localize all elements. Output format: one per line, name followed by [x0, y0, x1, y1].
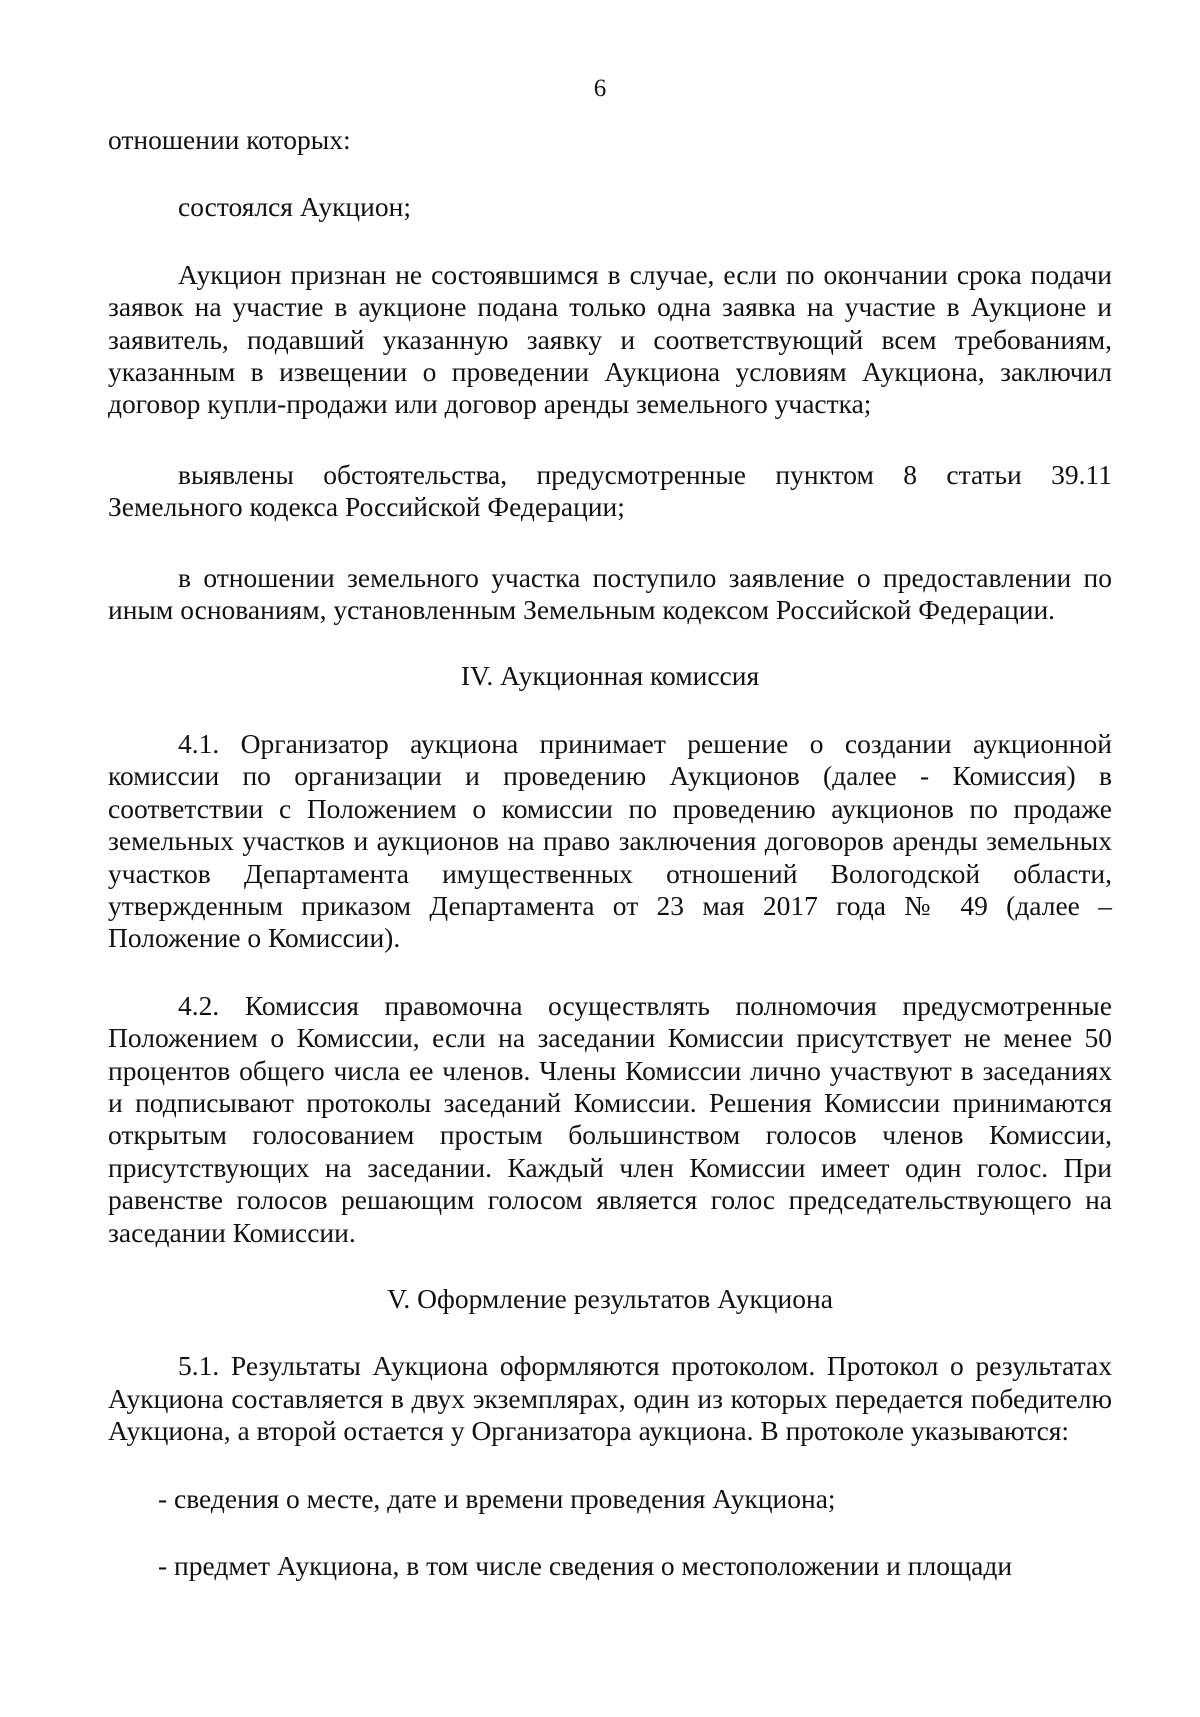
paragraph-auction-held: состоялся Аукцион;	[178, 191, 411, 223]
list-item-subject: - предмет Аукциона, в том числе сведения о местоположении и площади	[158, 1550, 1013, 1581]
list-item-place-date: - сведения о месте, дате и времени проведения Аукциона;	[158, 1482, 836, 1514]
paragraph-continuation: отношении которых:	[108, 124, 351, 155]
paragraph-application-received: в отношении земельного участка поступило заявление о предоставлении по иным основаниям, установленным Земельным кодексом Российской Федерации.	[108, 561, 1112, 626]
paragraph-4-1: 4.1. Организатор аукциона принимает решение о создании аукционной комиссии по организации и проведению Аукционов (далее - Комиссия) в соответствии с Положением о комиссии по проведению аукционов по продаже земельных участков и аукционов на право заключения договоров аренды земельных участков Департамента имущественных отношений Вологодской области, утвержденным приказом Департамента от 23 мая 2017 года № 49 (далее – Положение о Комиссии).	[108, 727, 1112, 954]
section-heading-iv: IV. Аукционная комиссия	[460, 660, 760, 692]
page-number: 6	[593, 75, 607, 102]
paragraph-5-1: 5.1. Результаты Аукциона оформляются протоколом. Протокол о результатах Аукциона составляется в двух экземплярах, один из которых передается победителю Аукциона, а второй остается у Организатора аукциона. В протоколе указываются:	[108, 1350, 1112, 1447]
document-body	[108, 124, 1112, 1582]
paragraph-circumstances: выявлены обстоятельства, предусмотренные пунктом 8 статьи 39.11 Земельного кодекса Российской Федерации;	[108, 458, 1112, 523]
paragraph-auction-failed: Аукцион признан не состоявшимся в случае, если по окончании срока подачи заявок на участие в аукционе подана только одна заявка на участие в Аукционе и заявитель, подавший указанную заявку и соответствующий всем требованиям, указанным в извещении о проведении Аукциона условиям Аукциона, заключил договор купли-продажи или договор аренды земельного участка;	[108, 258, 1112, 420]
paragraph-4-2: 4.2. Комиссия правомочна осуществлять полномочия предусмотренные Положением о Комиссии, если на заседании Комиссии присутствует не менее 50 процентов общего числа ее членов. Члены Комиссии лично участвуют в заседаниях и подписывают протоколы заседаний Комиссии. Решения Комиссии принимаются открытым голосованием простым большинством голосов членов Комиссии, присутствующих на заседании. Каждый член Комиссии имеет один голос. При равенстве голосов решающим голосом является голос председательствующего на заседании Комиссии.	[108, 989, 1112, 1248]
section-heading-v: V. Оформление результатов Аукциона	[387, 1282, 833, 1314]
